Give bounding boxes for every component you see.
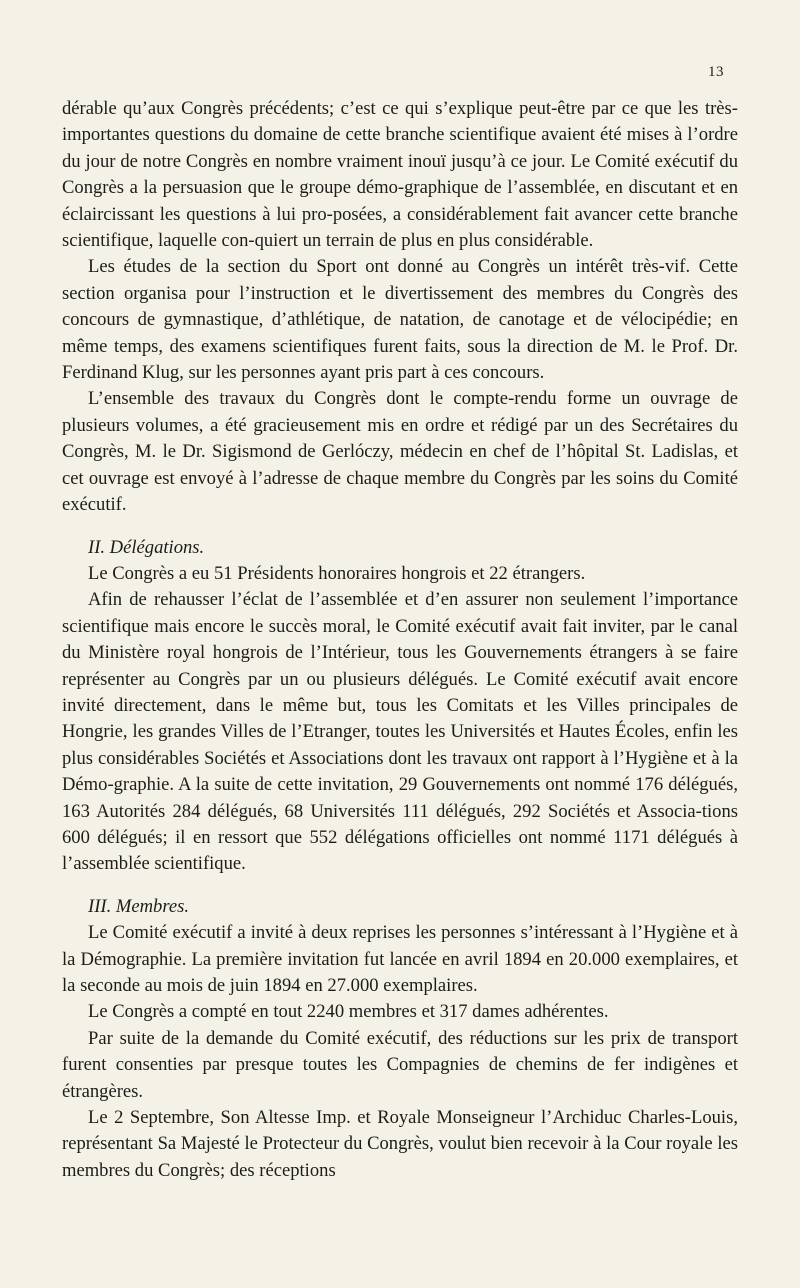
paragraph: Le Congrès a eu 51 Présidents honoraires hongrois et 22 étrangers. (88, 562, 586, 584)
paragraph: dérable qu’aux Congrès précédents; c’est ce qui s’explique peut-être par ce que les très-importantes questions du domaine de cette branche scientifique avaient été mises à l’ordre du jour de notre Congrès en nombre vraiment inouï jusqu’à ce jour. Le Comité exécutif du Congrès a la persuasion que le groupe démo-graphique de l’assemblée, en discutant et en éclaircissant les questions à lui pro-posées, a considérablement fait avancer cette branche scientifique, laquelle con-quiert un terrain de plus en plus considérable. (62, 98, 738, 252)
section-heading-delegations: II. Délégations. (88, 536, 205, 558)
paragraph: Afin de rehausser l’éclat de l’assemblée et d’en assurer non seulement l’importance scientifique mais encore le succès moral, le Comité exécutif avait fait inviter, par le canal du Ministère royal hongrois de l’Intérieur, tous les Gouvernements étrangers à se faire représenter au Congrès par un ou plusieurs délégués. Le Comité exécutif avait encore invité directement, dans le même but, tous les Comitats et les Villes principales de Hongrie, les grandes Villes de l’Etranger, toutes les Universités et Hautes Écoles, enfin les plus considérables Sociétés et Associations dont les travaux ont rapport à l’Hygiène et à la Démo-graphie. A la suite de cette invitation, 29 Gouvernements ont nommé 176 délégués, 163 Autorités 284 délégués, 68 Universités 111 délégués, 292 Sociétés et Associa-tions 600 délégués; il en ressort que 552 délégations officielles ont nommé 1171 délégués à l’assemblée scientifique. (62, 589, 738, 875)
paragraph: L’ensemble des travaux du Congrès dont le compte-rendu forme un ouvrage de plusieurs volumes, a été gracieusement mis en ordre et rédigé par un des Secrétaires du Congrès, M. le Dr. Sigismond de Gerlóczy, médecin en chef de l’hôpital St. Ladislas, et cet ouvrage est envoyé à l’adresse de chaque membre du Congrès par les soins du Comité exécutif. (62, 388, 738, 516)
paragraph: Le Congrès a compté en tout 2240 membres et 317 dames adhérentes. (88, 1001, 609, 1023)
body-text (62, 96, 738, 1184)
paragraph: Les études de la section du Sport ont donné au Congrès un intérêt très-vif. Cette section organisa pour l’instruction et le divertissement des membres du Congrès des concours de gymnastique, d’athlétique, de natation, de canotage et de vélocipédie; en même temps, des examens scientifiques furent faits, sous la direction de M. le Prof. Dr. Ferdinand Klug, sur les personnes ayant pris part à ces concours. (62, 256, 738, 384)
page-number: 13 (708, 64, 724, 80)
paragraph: Le 2 Septembre, Son Altesse Imp. et Royale Monseigneur l’Archiduc Charles-Louis, représentant Sa Majesté le Protecteur du Congrès, voulut bien recevoir à la Cour royale les membres du Congrès; des réceptions (62, 1107, 738, 1181)
section-heading-membres: III. Membres. (88, 895, 190, 917)
paragraph: Le Comité exécutif a invité à deux reprises les personnes s’intéressant à l’Hygiène et à la Démographie. La première invitation fut lancée en avril 1894 en 20.000 exemplaires, et la seconde au mois de juin 1894 en 27.000 exemplaires. (62, 922, 738, 996)
paragraph: Par suite de la demande du Comité exécutif, des réductions sur les prix de transport furent consenties par presque toutes les Compagnies de chemins de fer indigènes et étrangères. (62, 1027, 738, 1102)
